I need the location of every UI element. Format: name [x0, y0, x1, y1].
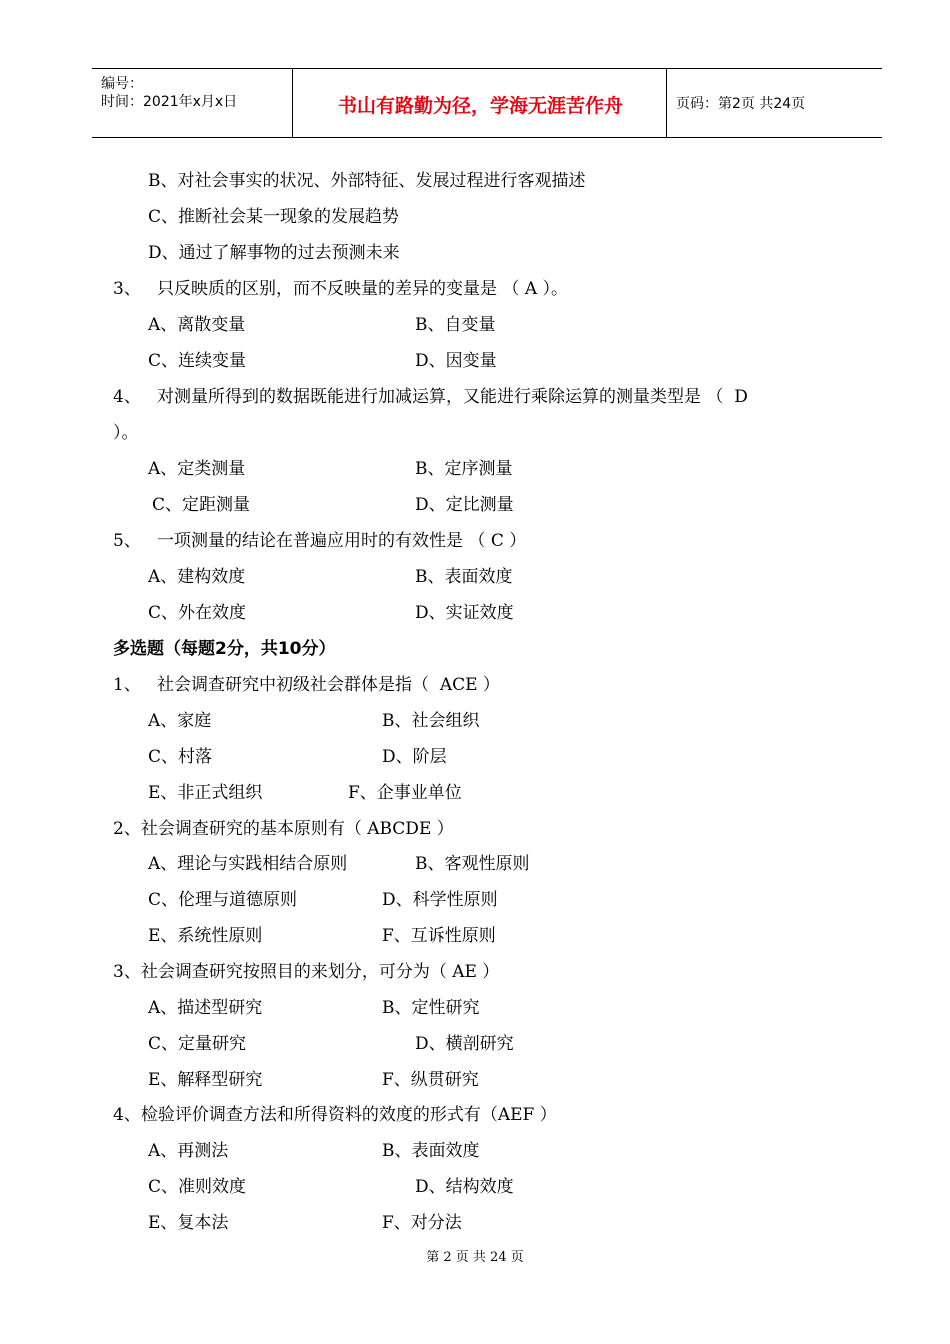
option-text: D、阶层	[382, 747, 447, 767]
option-text: C、村落	[148, 747, 213, 767]
option-text: C、伦理与道德原则	[148, 890, 298, 910]
page-info: 页码：第2页 共24页	[676, 96, 806, 112]
option-text: D、结构效度	[415, 1177, 514, 1197]
option-text: F、纵贯研究	[382, 1070, 479, 1090]
option-text: E、系统性原则	[148, 926, 263, 946]
section-heading: 多选题（每题2分，共10分）	[113, 639, 336, 659]
question-text: 3、社会调查研究按照目的来划分，可分为（ AE ）	[113, 962, 500, 982]
option-text: C、外在效度	[148, 603, 247, 623]
question-text: 5、 一项测量的结论在普遍应用时的有效性是 （ C ）	[113, 531, 527, 551]
option-text: B、客观性原则	[415, 854, 530, 874]
option-text: A、家庭	[148, 711, 212, 731]
option-text: A、离散变量	[148, 315, 246, 335]
option-text: B、定性研究	[382, 998, 480, 1018]
option-text: C、推断社会某一现象的发展趋势	[148, 207, 400, 227]
option-text: C、连续变量	[148, 351, 247, 371]
page-footer: 第 2 页 共 24 页	[426, 1250, 524, 1265]
number-label: 编号：	[101, 76, 143, 92]
header-divider	[292, 69, 293, 137]
option-text: A、定类测量	[148, 459, 246, 479]
option-text: A、理论与实践相结合原则	[148, 854, 348, 874]
option-text: D、横剖研究	[415, 1034, 514, 1054]
option-text: F、对分法	[382, 1213, 462, 1233]
option-text: C、定距测量	[152, 495, 251, 515]
option-text: B、表面效度	[415, 567, 513, 587]
question-text: ）。	[113, 423, 139, 443]
option-text: D、实证效度	[415, 603, 514, 623]
option-text: E、非正式组织	[148, 783, 263, 803]
question-text: 4、检验评价调查方法和所得资料的效度的形式有（AEF ）	[113, 1105, 557, 1125]
option-text: D、通过了解事物的过去预测未来	[148, 243, 400, 263]
time-label: 时间：2021年x月x日	[101, 94, 238, 110]
option-text: D、因变量	[415, 351, 497, 371]
option-text: B、社会组织	[382, 711, 480, 731]
page-header	[92, 68, 882, 138]
option-text: F、企事业单位	[348, 783, 462, 803]
option-text: E、解释型研究	[148, 1070, 263, 1090]
option-text: C、定量研究	[148, 1034, 247, 1054]
option-text: A、再测法	[148, 1141, 229, 1161]
option-text: F、互诉性原则	[382, 926, 496, 946]
option-text: A、描述型研究	[148, 998, 263, 1018]
question-text: 1、 社会调查研究中初级社会群体是指（ ACE ）	[113, 675, 500, 695]
option-text: D、科学性原则	[382, 890, 498, 910]
question-text: 3、 只反映质的区别，而不反映量的差异的变量是 （ A ）。	[113, 279, 569, 299]
option-text: D、定比测量	[415, 495, 514, 515]
option-text: A、建构效度	[148, 567, 246, 587]
option-text: B、定序测量	[415, 459, 513, 479]
option-text: E、复本法	[148, 1213, 229, 1233]
option-text: B、表面效度	[382, 1141, 480, 1161]
question-text: 2、社会调查研究的基本原则有（ ABCDE ）	[113, 819, 454, 839]
motto: 书山有路勤为径，学海无涯苦作舟	[337, 95, 623, 117]
option-text: B、自变量	[415, 315, 496, 335]
option-text: C、准则效度	[148, 1177, 247, 1197]
option-text: B、对社会事实的状况、外部特征、发展过程进行客观描述	[148, 171, 586, 191]
question-text: 4、 对测量所得到的数据既能进行加减运算，又能进行乘除运算的测量类型是 （ D	[113, 387, 748, 407]
